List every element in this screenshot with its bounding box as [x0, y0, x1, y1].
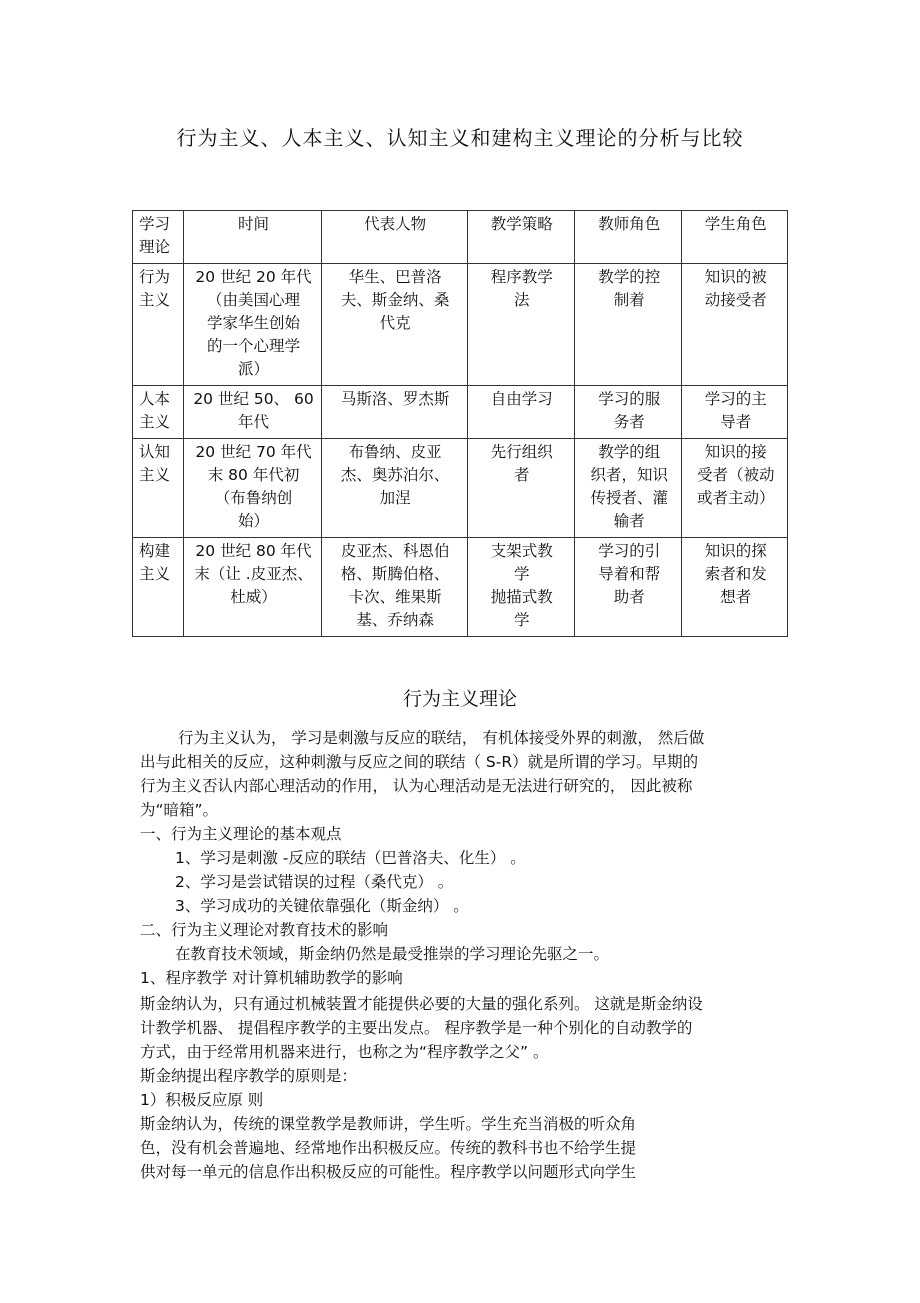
cell-text: 行为 — [139, 268, 171, 286]
cell-text: 主义 — [139, 413, 171, 431]
paragraph-line: 斯金纳认为，只有通过机械装置才能提供必要的大量的强化系列。 这就是斯金纳设 — [140, 995, 703, 1013]
table-cell — [184, 439, 322, 538]
table-cell — [133, 439, 184, 538]
cell-text: 导着和帮 — [598, 565, 661, 583]
paragraph-line: 斯金纳认为，传统的课堂教学是教师讲，学生听。学生充当消极的听众角 — [140, 1115, 637, 1133]
cell-text: 教师角色 — [598, 215, 661, 233]
table-row — [133, 538, 788, 637]
table-cell — [682, 439, 788, 538]
cell-text: 学家华生创始 — [207, 314, 301, 332]
cell-text: 知识的接 — [704, 443, 767, 461]
cell-text: 制着 — [613, 291, 645, 309]
table-cell — [575, 386, 682, 439]
table-cell — [682, 538, 788, 637]
table-header-row — [133, 211, 788, 264]
cell-text: 学习的引 — [598, 542, 661, 560]
table-cell — [467, 386, 574, 439]
cell-text: 知识的探 — [704, 542, 767, 560]
cell-text: 自由学习 — [490, 390, 553, 408]
cell-text: 学习的服 — [598, 390, 661, 408]
table-cell — [184, 538, 322, 637]
table-row — [133, 439, 788, 538]
cell-text: 20 世纪 20 年代 — [195, 268, 312, 286]
table-row — [133, 264, 788, 386]
cell-text: 加涅 — [379, 489, 411, 507]
cell-text: 抛描式教 — [490, 588, 553, 606]
section-title: 行为主义理论 — [402, 688, 517, 710]
table-cell — [321, 211, 467, 264]
cell-text: 格、斯腾伯格、 — [340, 565, 450, 583]
cell-text: 知识的被 — [704, 268, 767, 286]
subheading: 1、程序教学 对计算机辅助教学的影响 — [140, 969, 403, 987]
cell-text: 理论 — [139, 238, 171, 256]
table-cell — [321, 264, 467, 386]
table-cell — [575, 439, 682, 538]
paragraph-line: 行为主义认为， 学习是刺激与反应的联结， 有机体接受外界的刺激， 然后做 — [178, 729, 705, 747]
cell-text: 支架式教 — [490, 542, 553, 560]
cell-text: 索者和发 — [704, 565, 767, 583]
table-cell — [321, 386, 467, 439]
cell-text: 主义 — [139, 291, 171, 309]
paragraph-line: 斯金纳提出程序教学的原则是： — [140, 1067, 358, 1085]
cell-text: 始） — [238, 512, 270, 530]
table-cell — [575, 264, 682, 386]
cell-text: 派） — [238, 360, 270, 378]
cell-text: 者 — [514, 466, 530, 484]
cell-text: 基、乔纳森 — [356, 611, 434, 629]
table-cell — [133, 386, 184, 439]
cell-text: 末（让 .皮亚杰、 — [194, 565, 313, 583]
table-cell — [133, 211, 184, 264]
cell-text: 夫、斯金纳、桑 — [340, 291, 450, 309]
paragraph-line: 方式，由于经常用机器来进行，也称之为“程序教学之父” 。 — [140, 1043, 549, 1061]
cell-text: 马斯洛、罗杰斯 — [340, 390, 450, 408]
cell-text: 学生角色 — [704, 215, 767, 233]
cell-text: 代表人物 — [364, 215, 427, 233]
cell-text: 人本 — [139, 390, 171, 408]
cell-text: 学 — [514, 565, 530, 583]
comparison-table — [132, 210, 788, 637]
heading-1: 一、行为主义理论的基本观点 — [140, 825, 342, 843]
table-cell — [133, 264, 184, 386]
cell-text: 输者 — [613, 512, 645, 530]
cell-text: 教学的控 — [598, 268, 661, 286]
cell-text: 的一个心理学 — [207, 337, 301, 355]
table-cell — [682, 211, 788, 264]
cell-text: 杜威） — [230, 588, 277, 606]
cell-text: 时间 — [238, 215, 270, 233]
list-item: 2、学习是尝试错误的过程（桑代克） 。 — [175, 873, 454, 891]
paragraph-line: 在教育技术领域，斯金纳仍然是最受推崇的学习理论先驱之一。 — [175, 945, 610, 963]
cell-text: （由美国心理 — [207, 291, 301, 309]
cell-text: （布鲁纳创 — [214, 489, 293, 507]
cell-text: 年代 — [238, 413, 270, 431]
table-cell — [682, 386, 788, 439]
cell-text: 代克 — [379, 314, 411, 332]
cell-text: 务者 — [613, 413, 645, 431]
cell-text: 20 世纪 80 年代 — [195, 542, 312, 560]
cell-text: 织者，知识 — [590, 466, 668, 484]
paragraph-line: 出与此相关的反应，这种刺激与反应之间的联结（ S-R）就是所谓的学习。早期的 — [140, 753, 699, 771]
paragraph-line: 计教学机器、 提倡程序教学的主要出发点。 程序教学是一种个别化的自动教学的 — [140, 1019, 693, 1037]
table-cell — [467, 538, 574, 637]
heading-2: 二、行为主义理论对教育技术的影响 — [140, 921, 389, 939]
subheading: 1）积极反应原 则 — [140, 1091, 264, 1109]
cell-text: 20 世纪 70 年代 — [195, 443, 312, 461]
paragraph-line: 供对每一单元的信息作出积极反应的可能性。程序教学以问题形式向学生 — [140, 1163, 637, 1181]
cell-text: 教学策略 — [490, 215, 553, 233]
cell-text: 教学的组 — [598, 443, 661, 461]
table-cell — [184, 264, 322, 386]
paragraph-line: 色，没有机会普遍地、经常地作出积极反应。传统的教科书也不给学生提 — [140, 1139, 637, 1157]
page-title: 行为主义、人本主义、认知主义和建构主义理论的分析与比较 — [176, 126, 744, 150]
cell-text: 华生、巴普洛 — [348, 268, 442, 286]
cell-text: 皮亚杰、科恩伯 — [340, 542, 450, 560]
table-cell — [321, 439, 467, 538]
cell-text: 卡次、维果斯 — [348, 588, 442, 606]
paragraph-line: 行为主义否认内部心理活动的作用， 认为心理活动是无法进行研究的， 因此被称 — [140, 777, 693, 795]
cell-text: 动接受者 — [704, 291, 767, 309]
cell-text: 导者 — [720, 413, 752, 431]
cell-text: 或者主动） — [696, 489, 775, 507]
table-cell — [682, 264, 788, 386]
cell-text: 受者（被动 — [696, 466, 775, 484]
cell-text: 法 — [514, 291, 530, 309]
table-cell — [133, 538, 184, 637]
cell-text: 先行组织 — [490, 443, 553, 461]
table-row — [133, 386, 788, 439]
cell-text: 末 80 年代初 — [207, 466, 300, 484]
cell-text: 想者 — [720, 588, 752, 606]
list-item: 3、学习成功的关键依靠强化（斯金纳） 。 — [175, 897, 469, 915]
table-cell — [575, 538, 682, 637]
table-cell — [467, 439, 574, 538]
cell-text: 助者 — [613, 588, 645, 606]
list-item: 1、学习是刺激 -反应的联结（巴普洛夫、化生） 。 — [175, 849, 526, 867]
table-cell — [184, 211, 322, 264]
table-cell — [467, 264, 574, 386]
cell-text: 主义 — [139, 565, 171, 583]
cell-text: 学 — [514, 611, 530, 629]
table-cell — [184, 386, 322, 439]
table-cell — [467, 211, 574, 264]
cell-text: 杰、奥苏泊尔、 — [340, 466, 450, 484]
cell-text: 学习 — [139, 215, 171, 233]
cell-text: 程序教学 — [490, 268, 553, 286]
cell-text: 构建 — [139, 542, 171, 560]
cell-text: 主义 — [139, 466, 171, 484]
cell-text: 布鲁纳、皮亚 — [348, 443, 442, 461]
table-cell — [321, 538, 467, 637]
paragraph-line: 为“暗箱”。 — [140, 801, 219, 819]
cell-text: 传授者、灌 — [590, 489, 668, 507]
cell-text: 认知 — [139, 443, 171, 461]
table-cell — [575, 211, 682, 264]
cell-text: 20 世纪 50、 60 — [193, 390, 314, 408]
cell-text: 学习的主 — [704, 390, 767, 408]
